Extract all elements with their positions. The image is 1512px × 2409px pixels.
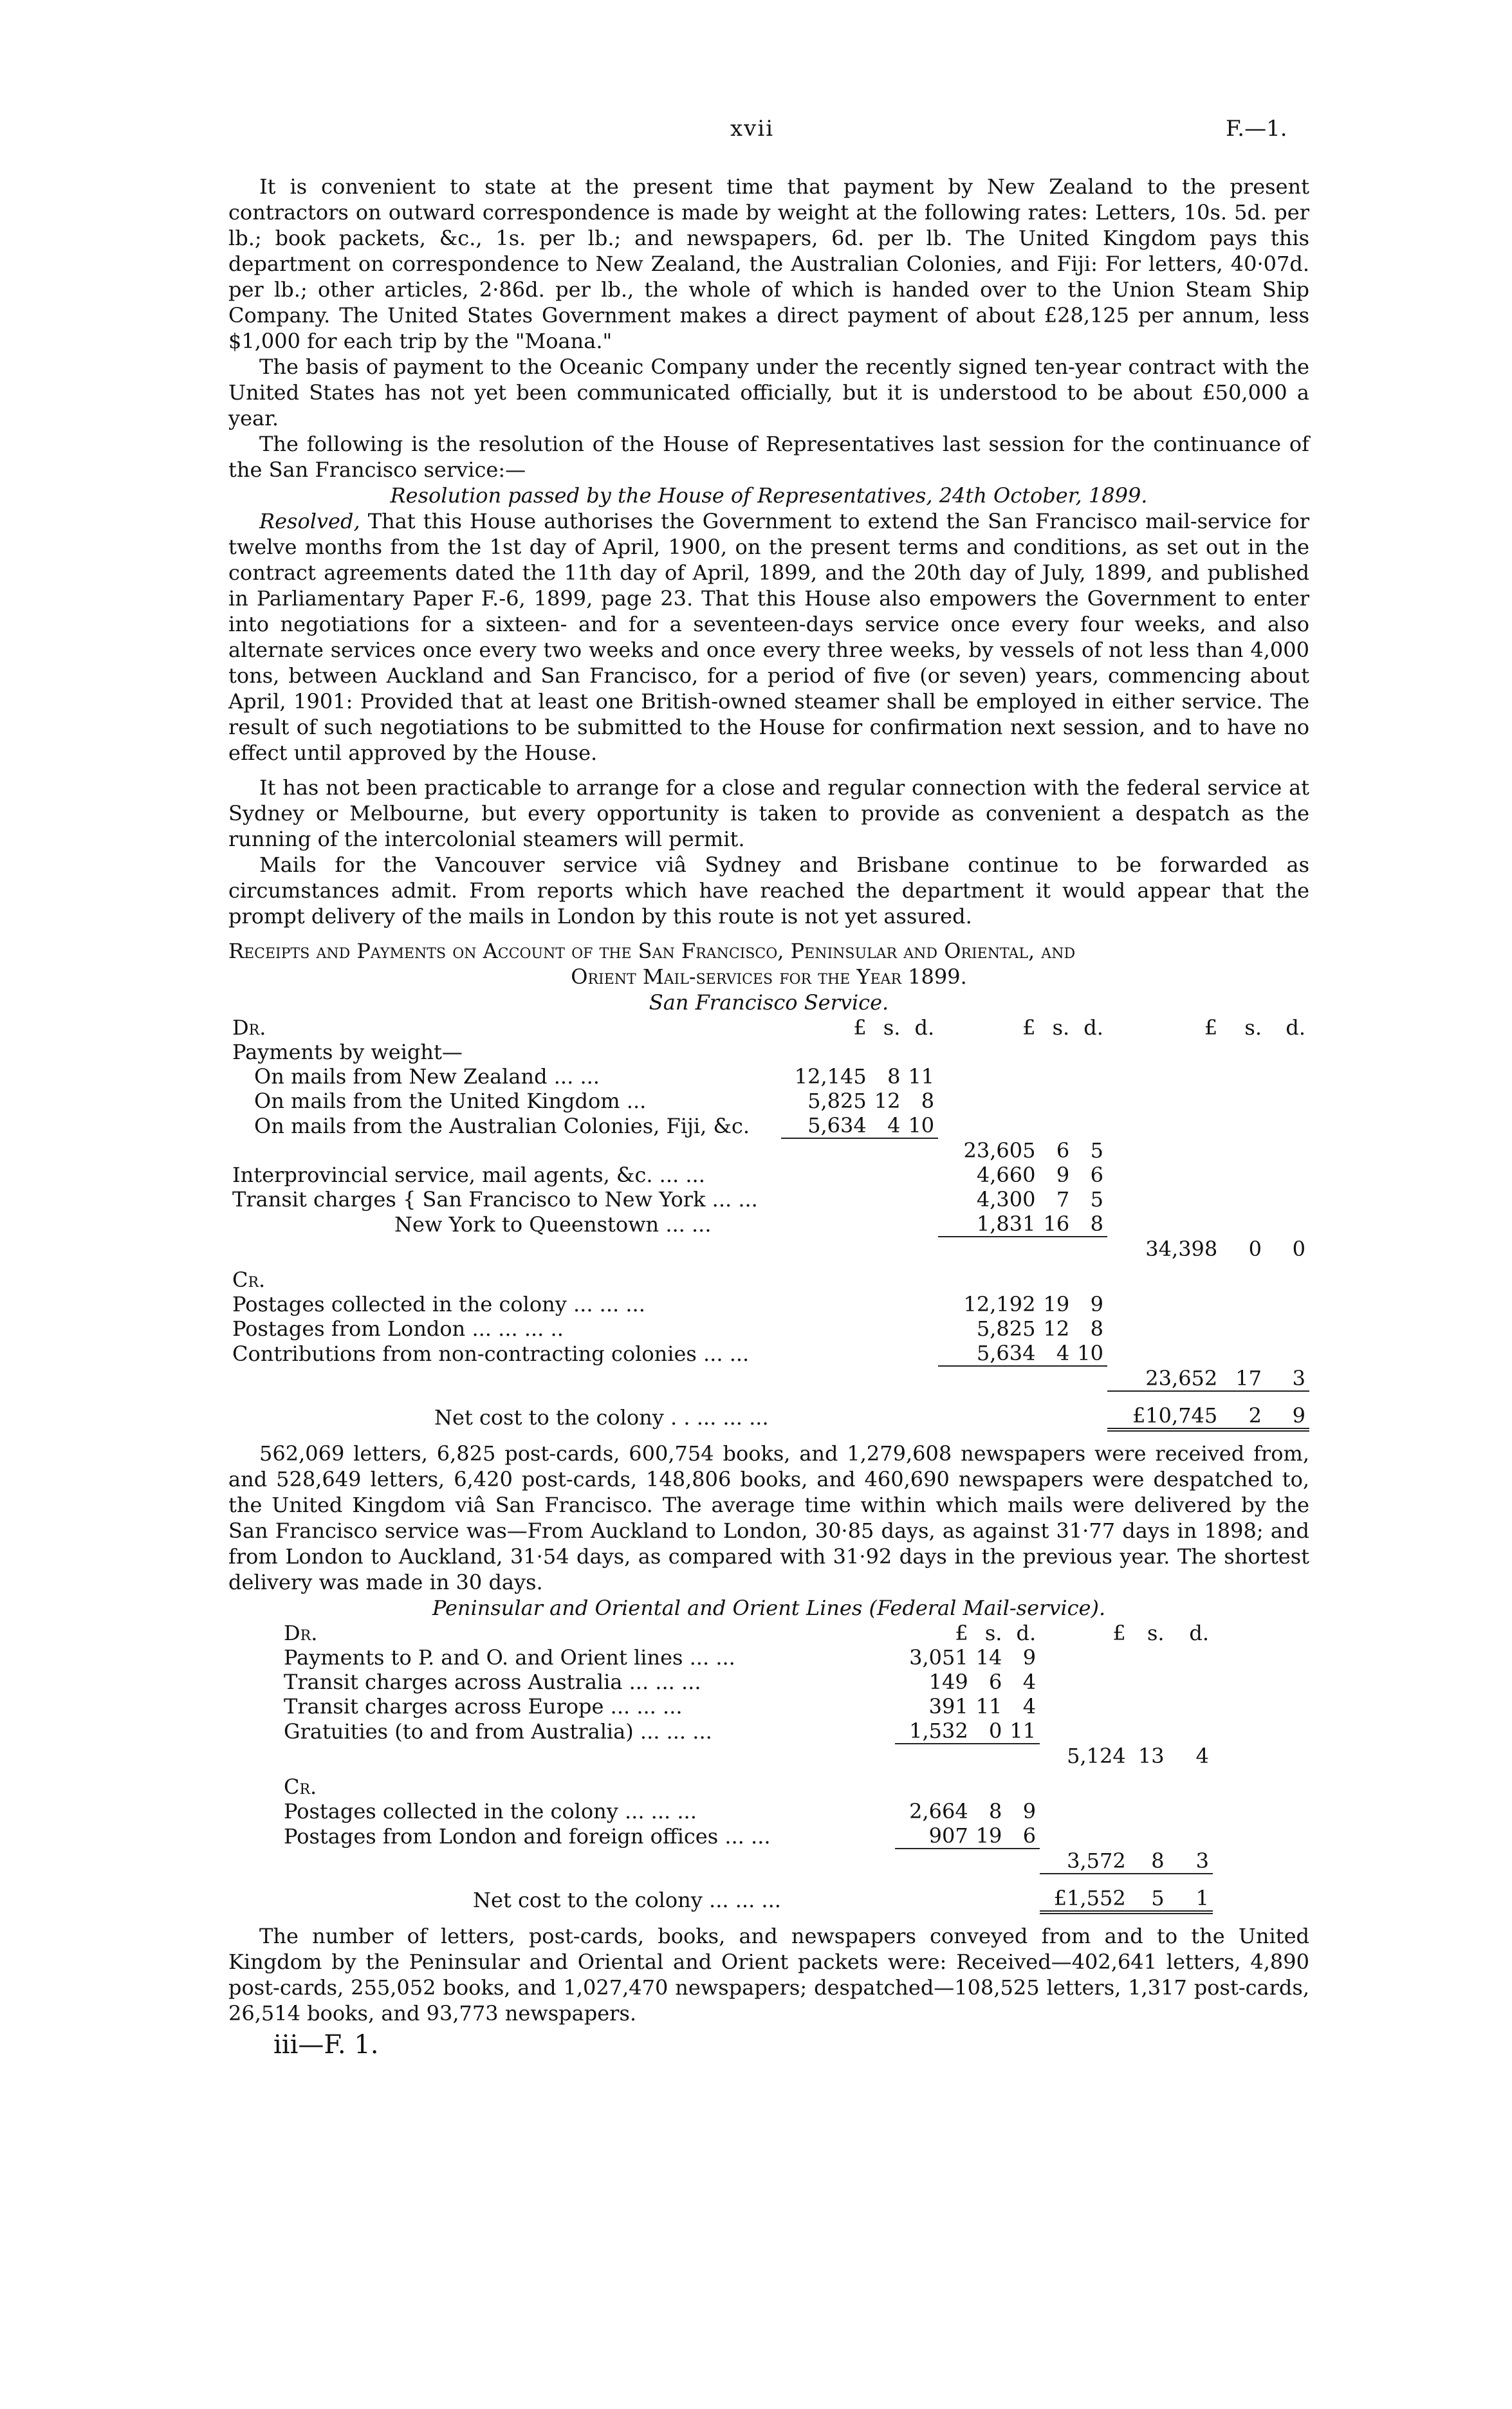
po-subtitle: Peninsular and Oriental and Orient Lines (Federal Mail-service). [432, 1596, 1106, 1620]
amount-l: 1,532 [909, 1719, 968, 1743]
table-row [228, 1113, 1309, 1138]
table-row [228, 1316, 1309, 1341]
table-row [280, 1719, 1213, 1744]
currency-head: £ [1204, 1015, 1218, 1040]
amount-d: 8 [1090, 1212, 1103, 1236]
sf-cr-label: Cr. [232, 1268, 266, 1292]
table-row [228, 1015, 1309, 1040]
amount-l: 1,831 [976, 1212, 1036, 1236]
amount-s: 11 [975, 1694, 1002, 1719]
net-cost-d: 1 [1195, 1886, 1209, 1910]
weight-head: Payments by weight— [232, 1040, 463, 1064]
paragraph-po-statistics: The number of letters, post-cards, books, and newspapers conveyed from and to the United Kingdom by the Peninsular and Oriental and Orient packets were: Received—402,641 letters, 4,890 post-cards, 255,052 books, and 1,027,470 newspapers; despatched—108,525 letters, 1,317 post-cards, 26,514 books, and 93,773 newspapers. [228, 1924, 1309, 2026]
table-row [228, 1163, 1309, 1187]
amount-s: 0 [989, 1719, 1002, 1743]
resolved-word: Resolved, [259, 509, 360, 533]
table-row [280, 1886, 1213, 1912]
currency-head: s. [1052, 1015, 1070, 1040]
table-row [228, 1391, 1309, 1403]
total-s: 0 [1248, 1237, 1262, 1261]
sf-subtitle: San Francisco Service. [649, 990, 889, 1015]
amount-l: 5,634 [976, 1341, 1036, 1365]
amount-d: 11 [1010, 1719, 1037, 1743]
amount-d: 9 [1022, 1645, 1037, 1670]
currency-head: s. [984, 1621, 1002, 1645]
amount-s: 19 [1043, 1292, 1070, 1316]
table-row [228, 1187, 1309, 1212]
row-label: New York to Queenstown ... ... [394, 1212, 712, 1237]
amount-s: 16 [1043, 1212, 1070, 1236]
row-label: On mails from New Zealand ... ... [254, 1064, 600, 1089]
po-dr-label: Dr. [284, 1621, 318, 1645]
row-label: Gratuities (to and from Australia) ... ... ... [284, 1719, 712, 1744]
currency-head: s. [1147, 1621, 1165, 1645]
paragraph-sf-statistics: 562,069 letters, 6,825 post-cards, 600,754 books, and 1,279,608 newspapers were received from, and 528,649 letters, 6,420 post-cards, 148,806 books, and 460,690 newspapers were despatched to, the United Kingdom viâ San Francisco. The average time within which mails were delivered by the San Francisco service was—From Auckland to London, 30·85 days, as against 31·77 days in 1898; and from London to Auckland, 31·54 days, as compared with 31·92 days in the previous year. The shortest delivery was made in 30 days. [228, 1441, 1309, 1594]
amount-s: 12 [874, 1089, 901, 1113]
currency-head: s. [1244, 1015, 1262, 1040]
currency-head: d. [1083, 1015, 1103, 1040]
amount-d: 11 [908, 1064, 935, 1089]
table-row [228, 1064, 1309, 1089]
total-s: 17 [1235, 1366, 1262, 1390]
table-row [280, 1849, 1213, 1874]
amount-l: 907 [928, 1823, 968, 1848]
net-cost-s: 2 [1248, 1403, 1262, 1428]
table-row [228, 1040, 1309, 1064]
amount-d: 4 [1022, 1694, 1037, 1719]
total-d: 3 [1292, 1366, 1305, 1390]
amount-s: 14 [975, 1645, 1002, 1670]
signature-mark: iii—F. 1. [273, 2030, 379, 2060]
currency-head: £ [1112, 1621, 1126, 1645]
amount-s: 8 [989, 1799, 1002, 1823]
currency-head: s. [883, 1015, 901, 1040]
row-label: Postages from London ... ... ... .. [232, 1316, 564, 1341]
currency-head: d. [1189, 1621, 1209, 1645]
amount-l: 4,660 [976, 1163, 1036, 1187]
table-row [280, 1799, 1213, 1823]
amount-d: 4 [1022, 1670, 1037, 1694]
row-label: Transit charges { San Francisco to New York ... ... [232, 1187, 758, 1212]
amount-s: 8 [887, 1064, 901, 1089]
subtotal-l: 23,605 [963, 1138, 1036, 1163]
amount-s: 7 [1056, 1187, 1070, 1212]
accounts-title-line2: Orient Mail-services for the Year 1899. [571, 965, 967, 989]
paragraph-federal-connection: It has not been practicable to arrange for a close and regular connection with the federal service at Sydney or Melbourne, but every opportunity is taken to provide as convenient a despatch as the running of the intercolonial steamers will permit. [228, 775, 1309, 851]
table-row [228, 1292, 1309, 1316]
net-cost-l: £1,552 [1053, 1886, 1126, 1910]
table-row [280, 1874, 1213, 1886]
po-cr-label: Cr. [284, 1775, 317, 1799]
currency-head: d. [1286, 1015, 1305, 1040]
total-l: 3,572 [1067, 1849, 1126, 1873]
table-row [280, 1670, 1213, 1694]
sf-dr-label: Dr. [232, 1015, 266, 1040]
table-row [228, 1341, 1309, 1366]
table-row [280, 1744, 1213, 1768]
paragraph-resolution-intro: The following is the resolution of the House of Representatives last session for the continuance of the San Francisco service:— [228, 432, 1309, 482]
page-number: xvii [730, 116, 775, 142]
total-l: 34,398 [1145, 1237, 1218, 1261]
total-l: 5,124 [1067, 1744, 1126, 1768]
amount-l: 5,634 [807, 1113, 867, 1138]
net-cost-label: Net cost to the colony . . ... ... ... [434, 1405, 769, 1430]
amount-l: 4,300 [976, 1187, 1036, 1212]
amount-d: 8 [921, 1089, 935, 1113]
resolution-title: Resolution passed by the House of Representatives, 24th October, 1899. [390, 483, 1148, 508]
subtotal-d: 5 [1090, 1138, 1103, 1163]
amount-l: 149 [928, 1670, 968, 1694]
amount-s: 12 [1043, 1316, 1070, 1341]
currency-head: £ [1022, 1015, 1036, 1040]
amount-l: 3,051 [909, 1645, 968, 1670]
amount-d: 6 [1090, 1163, 1103, 1187]
table-row [280, 1645, 1213, 1670]
sf-account-table [228, 1015, 1309, 1432]
amount-l: 5,825 [807, 1089, 867, 1113]
subtotal-s: 6 [1056, 1138, 1070, 1163]
table-row [280, 1823, 1213, 1849]
amount-l: 5,825 [976, 1316, 1036, 1341]
row-label: Payments to P. and O. and Orient lines ... ... [284, 1645, 735, 1670]
row-label: Interprovincial service, mail agents, &c. ... ... [232, 1163, 705, 1187]
table-row [228, 1237, 1309, 1261]
currency-head: £ [853, 1015, 867, 1040]
amount-s: 4 [887, 1113, 901, 1138]
table-row [280, 1621, 1213, 1645]
table-row [280, 1768, 1213, 1799]
paragraph-vancouver: Mails for the Vancouver service viâ Sydney and Brisbane continue to be forwarded as circumstances admit. From reports which have reached the department it would appear that the prompt delivery of the mails in London by this route is not yet assured. [228, 853, 1309, 928]
total-s: 8 [1151, 1849, 1165, 1873]
amount-d: 8 [1090, 1316, 1103, 1341]
paragraph-oceanic-contract: The basis of payment to the Oceanic Company under the recently signed ten-year contract with the United States has not yet been communicated officially, but it is understood to be about £50,000 a year. [228, 355, 1309, 430]
amount-d: 10 [908, 1113, 935, 1138]
table-row [228, 1261, 1309, 1292]
net-cost-label: Net cost to the colony ... ... ... [473, 1888, 781, 1912]
paragraph-payment-rates: It is convenient to state at the present time that payment by New Zealand to the present contractors on outward correspondence is made by weight at the following rates: Letters, 10s. 5d. per lb.; book packets, &c., 1s. per lb.; and newspapers, 6d. per lb. The United Kingdom pays this department on correspondence to New Zealand, the Australian Colonies, and Fiji: For letters, 40·07d. per lb.; other articles, 2·86d. per lb., the whole of which is handed over to the Union Steam Ship Company. The United States Government makes a direct payment of about £28,125 per annum, less $1,000 for each trip by the "Moana." [228, 174, 1309, 353]
currency-head: £ [955, 1621, 968, 1645]
currency-head: d. [914, 1015, 935, 1040]
net-cost-s: 5 [1151, 1886, 1165, 1910]
amount-s: 19 [975, 1823, 1002, 1848]
table-row [228, 1138, 1309, 1163]
row-label: Transit charges across Australia ... ... ... [284, 1670, 701, 1694]
row-label: Contributions from non-contracting colonies ... ... [232, 1342, 750, 1366]
amount-s: 9 [1056, 1163, 1070, 1187]
row-label: Postages collected in the colony ... ... ... [284, 1799, 697, 1823]
amount-d: 9 [1022, 1799, 1037, 1823]
table-row [228, 1089, 1309, 1113]
table-row [228, 1212, 1309, 1237]
amount-d: 9 [1090, 1292, 1103, 1316]
document-code: F.—1. [1226, 116, 1287, 142]
total-d: 3 [1195, 1849, 1209, 1873]
amount-l: 12,145 [794, 1064, 867, 1089]
amount-d: 10 [1077, 1341, 1103, 1365]
row-label: Postages collected in the colony ... ... ... [232, 1292, 645, 1316]
currency-head: d. [1016, 1621, 1037, 1645]
row-label: Transit charges across Europe ... ... ... [284, 1694, 683, 1719]
total-d: 4 [1195, 1744, 1209, 1768]
total-s: 13 [1138, 1744, 1165, 1768]
table-row [280, 1694, 1213, 1719]
net-cost-l: £10,745 [1132, 1403, 1218, 1428]
paragraph-resolution [228, 508, 1309, 766]
amount-s: 6 [989, 1670, 1002, 1694]
amount-d: 6 [1022, 1823, 1037, 1848]
table-row [228, 1366, 1309, 1391]
total-d: 0 [1292, 1237, 1305, 1261]
amount-d: 5 [1090, 1187, 1103, 1212]
amount-l: 391 [928, 1694, 968, 1719]
net-cost-d: 9 [1292, 1403, 1305, 1428]
total-l: 23,652 [1145, 1366, 1218, 1390]
page-body [228, 174, 1309, 2060]
row-label: On mails from the Australian Colonies, Fiji, &c. [254, 1114, 750, 1138]
row-label: Postages from London and foreign offices ... ... [284, 1824, 771, 1849]
table-row [228, 1403, 1309, 1430]
amount-s: 4 [1056, 1341, 1070, 1365]
resolution-text: That this House authorises the Government to extend the San Francisco mail-service for twelve months from the 1st day of April, 1900, on the present terms and conditions, as set out in the contract agreements dated the 11th day of April, 1899, and the 20th day of July, 1899, and published in Parliamentary Paper F.-6, 1899, page 23. That this House also empowers the Government to enter into negotiations for a sixteen- and for a seventeen-days service once every four weeks, and also alternate services once every two weeks and once every three weeks, by vessels of not less than 4,000 tons, between Auckland and San Francisco, for a period of five (or seven) years, commencing about April, 1901: Provided that at least one British-owned steamer shall be employed in either service. The result of such negotiations to be submitted to the House for confirmation next session, and to have no effect until approved by the House. [228, 509, 1310, 765]
po-account-table [280, 1621, 1213, 1914]
amount-l: 2,664 [909, 1799, 968, 1823]
amount-l: 12,192 [963, 1292, 1036, 1316]
accounts-title-line1: Receipts and Payments on Account of the San Francisco, Peninsular and Oriental, and [228, 939, 1076, 963]
row-label: On mails from the United Kingdom ... [254, 1089, 647, 1113]
